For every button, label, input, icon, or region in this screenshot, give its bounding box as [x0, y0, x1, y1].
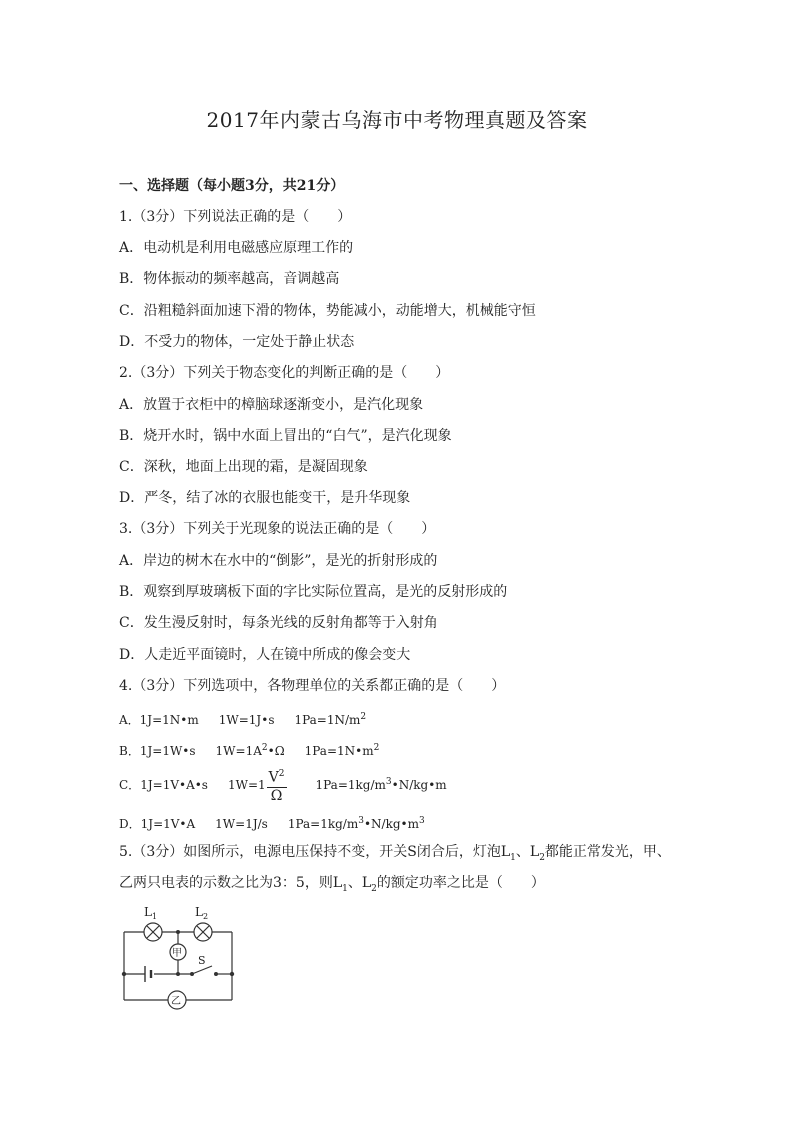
- unit-relation: 1W=1J•s: [218, 713, 275, 727]
- q2-stem: 2.（3分）下列关于物态变化的判断正确的是（ ）: [119, 365, 450, 381]
- exponent: 3: [358, 816, 364, 826]
- q3-option-b: B．观察到厚玻璃板下面的字比实际位置高，是光的反射形成的: [119, 584, 508, 600]
- section-heading: 一、选择题（每小题3分，共21分）: [119, 178, 345, 194]
- q4-stem: 4.（3分）下列选项中，各物理单位的关系都正确的是（ ）: [119, 678, 506, 694]
- unit-relation: 1J=1W•s: [139, 744, 196, 758]
- q1-stem: 1.（3分）下列说法正确的是（ ）: [119, 209, 352, 225]
- switch-contact: [190, 972, 194, 976]
- q1-option-d: D．不受力的物体，一定处于静止状态: [119, 334, 355, 350]
- junction-dot: [230, 972, 234, 976]
- option-key: B．: [119, 744, 140, 758]
- switch-contact: [214, 972, 218, 976]
- unit-relation: 1W=1: [227, 778, 266, 792]
- unit-relation: 1W=1J/s: [215, 817, 268, 831]
- unit-relation: 1Pa=1N•m: [304, 744, 374, 758]
- q1-option-b: B．物体振动的频率越高，音调越高: [119, 271, 340, 287]
- unit-relation: •N/kg•m: [363, 817, 419, 831]
- q2-option-c: C．深秋，地面上出现的霜，是凝固现象: [119, 459, 368, 475]
- q1-option-c: C．沿粗糙斜面加速下滑的物体，势能减小，动能增大，机械能守恒: [119, 303, 536, 319]
- fraction-denominator: Ω: [270, 787, 283, 804]
- meter-jia-label: 甲: [172, 948, 182, 959]
- unit-relation: 1J=1V•A•s: [140, 778, 208, 792]
- fraction: [267, 766, 287, 805]
- q2-option-b: B．烧开水时，锅中水面上冒出的“白气”，是汽化现象: [119, 428, 452, 444]
- q5-stem-line-1: 5.（3分）如图所示，电源电压保持不变，开关S闭合后，灯泡$L_1$、$L_2$都能正常发光，甲、: [119, 844, 671, 863]
- unit-relation: 1W=1A: [215, 744, 262, 758]
- unit-relation: 1Pa=1kg/m: [315, 778, 386, 792]
- lamp-l1-label: $L_1$: [144, 905, 158, 921]
- junction-dot: [122, 972, 126, 976]
- exponent: 3: [385, 777, 392, 787]
- option-key: A．: [119, 713, 140, 727]
- option-key: D．: [119, 817, 141, 831]
- switch-blade: [192, 966, 212, 974]
- option-key: C．: [119, 778, 141, 792]
- junction-dot: [176, 930, 180, 934]
- q4-option-b: [119, 739, 379, 760]
- exponent: 2: [360, 712, 367, 722]
- unit-relation: •N/kg•m: [391, 778, 447, 792]
- q4-option-a: [119, 708, 366, 729]
- unit-relation: •Ω: [267, 744, 285, 758]
- junction-dot: [176, 972, 180, 976]
- unit-relation: 1Pa=1kg/m: [287, 817, 359, 831]
- q4-option-d: [119, 812, 425, 833]
- q3-option-c: C．发生漫反射时，每条光线的反射角都等于入射角: [119, 615, 438, 631]
- unit-relation: 1Pa=1N/m: [294, 713, 361, 727]
- exponent: 3: [419, 816, 425, 826]
- meter-yi-label: 乙: [171, 996, 181, 1007]
- circuit-diagram: [118, 898, 243, 1010]
- q3-option-a: A．岸边的树木在水中的“倒影”，是光的折射形成的: [119, 553, 438, 569]
- unit-relation: 1J=1V•A: [140, 817, 196, 831]
- q3-stem: 3.（3分）下列关于光现象的说法正确的是（ ）: [119, 521, 436, 537]
- q2-option-d: D．严冬，结了冰的衣服也能变干，是升华现象: [119, 490, 411, 506]
- unit-relation: 1J=1N•m: [139, 713, 199, 727]
- fraction-numerator: $V^2$: [267, 766, 287, 788]
- switch-label: S: [198, 954, 206, 967]
- exponent: 2: [373, 743, 380, 753]
- q2-option-a: A．放置于衣柜中的樟脑球逐渐变小，是汽化现象: [119, 397, 424, 413]
- q3-option-d: D．人走近平面镜时，人在镜中所成的像会变大: [119, 647, 411, 663]
- q1-option-a: A．电动机是利用电磁感应原理工作的: [119, 240, 354, 256]
- lamp-l2-label: $L_2$: [195, 905, 209, 921]
- page-title: 2017年内蒙古乌海市中考物理真题及答案: [206, 108, 588, 132]
- exponent: 2: [261, 743, 268, 753]
- q5-stem-line-2: 乙两只电表的示数之比为3：5，则$L_1$、$L_2$的额定功率之比是（ ）: [119, 875, 545, 894]
- q4-option-c: [119, 764, 447, 805]
